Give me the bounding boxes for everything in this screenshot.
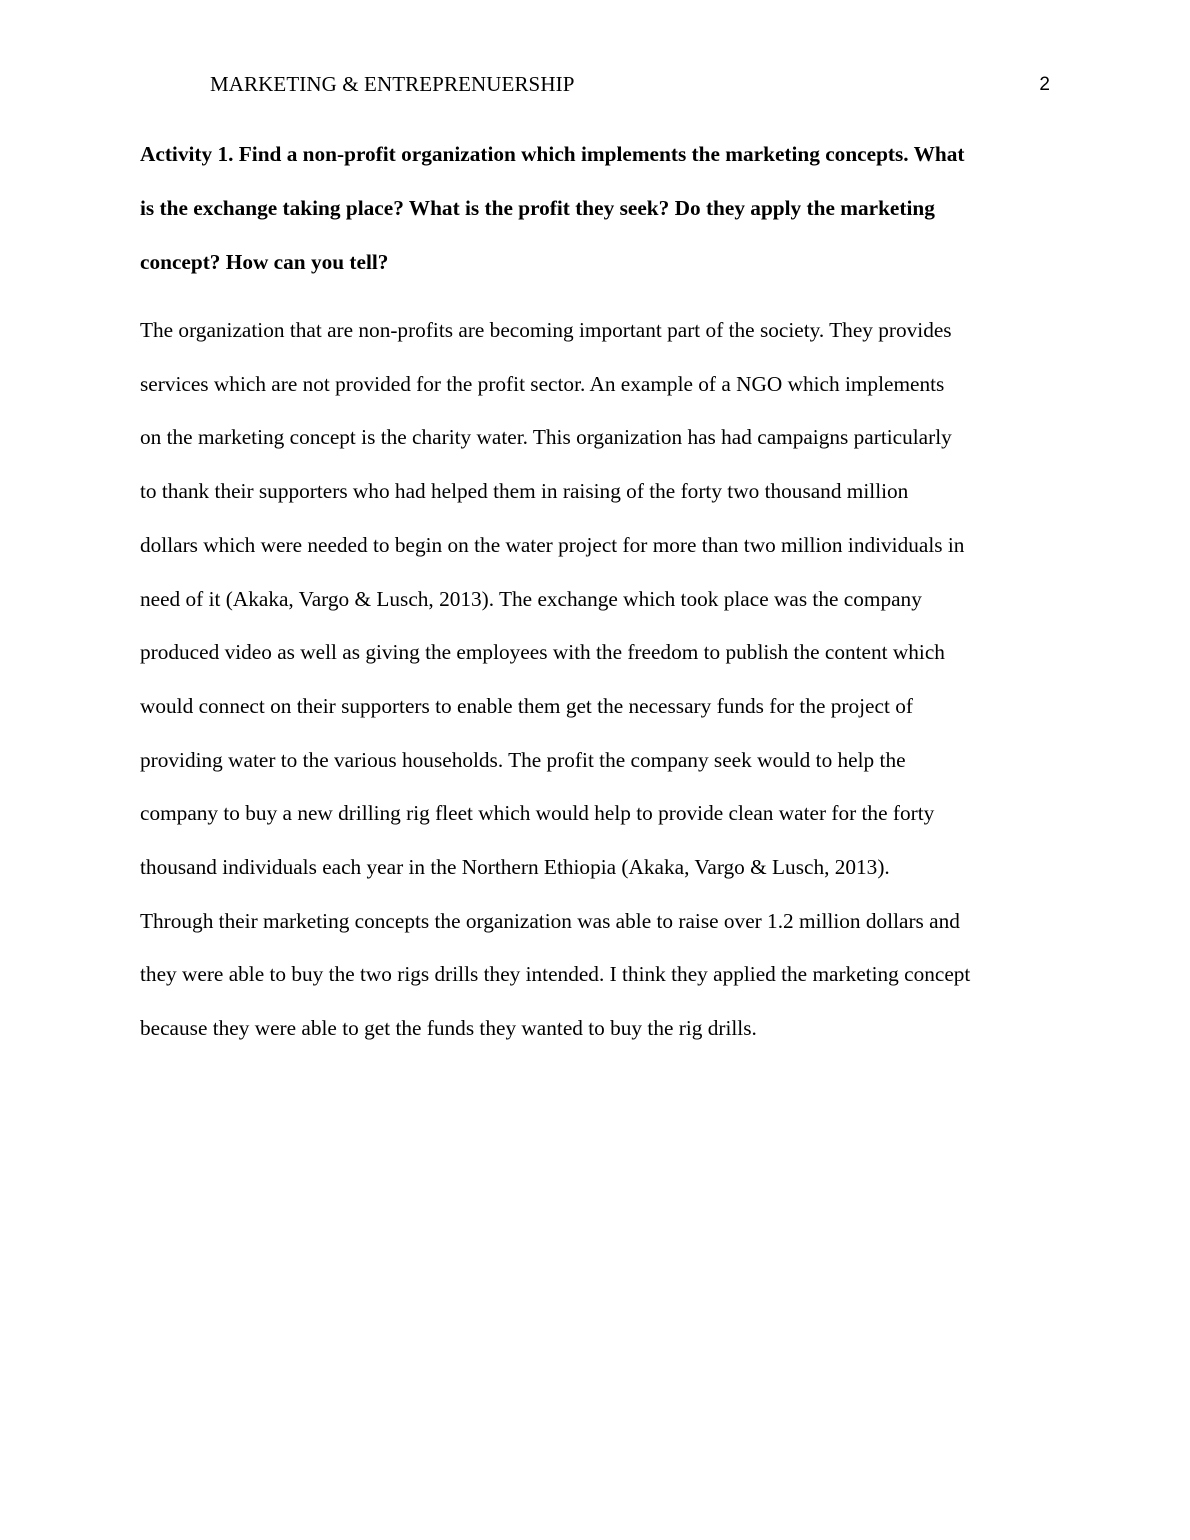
body-line: providing water to the various households. The profit the company seek would to help the [140,747,906,772]
body-line: they were able to buy the two rigs drills they intended. I think they applied the marketing concept [140,962,971,987]
heading-line: concept? How can you tell? [140,250,389,274]
body-line: Through their marketing concepts the organization was able to raise over 1.2 million dollars and [140,908,960,933]
running-head: MARKETING & ENTREPRENUERSHIP [210,72,575,96]
body-line: because they were able to get the funds they wanted to buy the rig drills. [140,1016,757,1041]
body-line: The organization that are non-profits are becoming important part of the society. They provides [140,318,952,342]
page-number: 2 [1039,74,1050,95]
body-line: thousand individuals each year in the Northern Ethiopia (Akaka, Vargo & Lusch, 2013). [140,855,890,880]
body-line: company to buy a new drilling rig fleet which would help to provide clean water for the forty [140,801,935,826]
body-line: to thank their supporters who had helped them in raising of the forty two thousand million [140,479,909,504]
body-line: services which are not provided for the profit sector. An example of a NGO which implements [140,371,945,396]
body-line: would connect on their supporters to enable them get the necessary funds for the project of [140,693,913,718]
body-line: produced video as well as giving the employees with the freedom to publish the content which [140,640,945,665]
heading-line: is the exchange taking place? What is the profit they seek? Do they apply the marketing [140,196,935,220]
body-line: need of it (Akaka, Vargo & Lusch, 2013). The exchange which took place was the company [140,586,922,611]
body-line: dollars which were needed to begin on the water project for more than two million individuals in [140,532,965,557]
activity-heading [140,127,1060,289]
body-line: on the marketing concept is the charity water. This organization has had campaigns particularly [140,425,952,450]
heading-line: Activity 1. Find a non-profit organization which implements the marketing concepts. What [140,142,965,166]
body-paragraph [140,304,1070,1056]
